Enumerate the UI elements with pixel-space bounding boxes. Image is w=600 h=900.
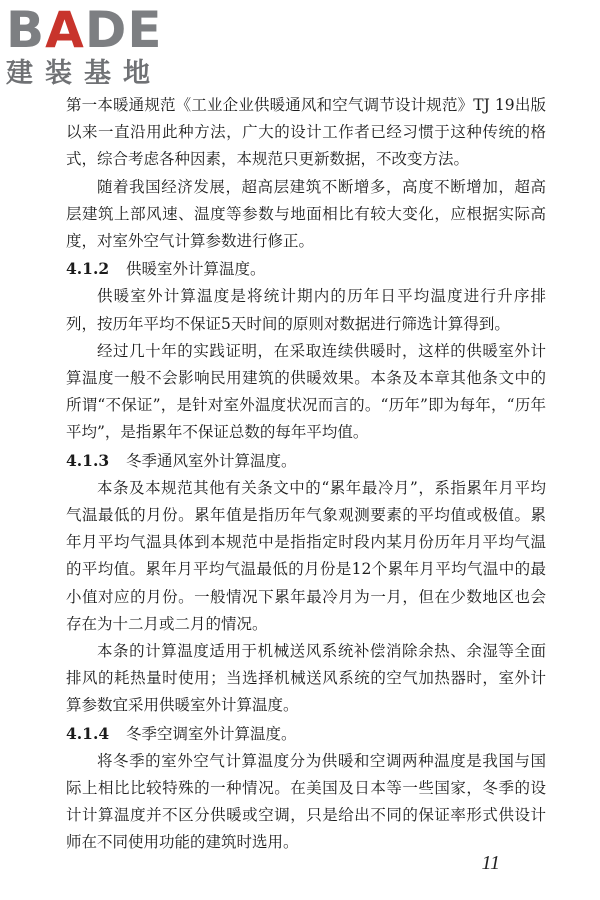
section-4-1-2-heading xyxy=(66,255,546,283)
section-number: 4.1.4 xyxy=(66,723,110,743)
paragraph-method-continuity: 第一本暖通规范《工业企业供暖通风和空气调节设计规范》TJ 19出版以来一直沿用此种方法，广大的设计工作者已经习惯于这种传统的格式，综合考虑各种因素，本规范只更新数据，不改变方法。 xyxy=(66,96,546,169)
section-number: 4.1.2 xyxy=(66,259,110,279)
paragraph-heating-temp-practice: 经过几十年的实践证明，在采取连续供暖时，这样的供暖室外计算温度一般不会影响民用建筑的供暖效果。本条及本章其他条文中的所谓“不保证”，是针对室外温度状况而言的。“历年”即为每年，“历年平均”，是指累年不保证总数的每年平均值。 xyxy=(66,341,546,442)
logo-subtitle: 建装基地 xyxy=(6,58,162,89)
paragraph-winter-ac-temp: 将冬季的室外空气计算温度分为供暖和空调两种温度是我国与国际上相比比较特殊的一种情况。在美国及日本等一些国家，冬季的设计计算温度并不区分供暖或空调，只是给出不同的保证率形式供设计师在不同使用功能的建筑时选用。 xyxy=(66,751,546,852)
paragraph-heating-temp-definition: 供暖室外计算温度是将统计期内的历年日平均温度进行升序排列，按历年平均不保证5天时间的原则对数据进行筛选计算得到。 xyxy=(66,287,546,333)
section-4-1-4-heading xyxy=(66,720,546,748)
logo-wordmark xyxy=(6,1,178,59)
section-4-1-3-heading xyxy=(66,447,546,475)
logo-letters-de: DE xyxy=(84,1,163,59)
logo-letter-a: A xyxy=(45,1,85,59)
paragraph-ventilation-application: 本条的计算温度适用于机械送风系统补偿消除余热、余湿等全面排风的耗热量时使用；当选择机械送风系统的空气加热器时，室外计算参数宜采用供暖室外计算温度。 xyxy=(66,642,546,715)
paragraph-high-rise: 随着我国经济发展，超高层建筑不断增多，高度不断增加，超高层建筑上部风速、温度等参数与地面相比有较大变化，应根据实际高度，对室外空气计算参数进行修正。 xyxy=(66,177,546,251)
document-body xyxy=(66,92,546,857)
page-number: 11 xyxy=(481,852,500,874)
section-number: 4.1.3 xyxy=(66,450,110,470)
section-title: 冬季空调室外计算温度。 xyxy=(126,724,297,743)
section-title: 供暖室外计算温度。 xyxy=(126,260,266,279)
logo-letter-b: B xyxy=(6,1,46,59)
watermark-logo xyxy=(6,1,178,90)
paragraph-coldest-month: 本条及本规范其他有关条文中的“累年最冷月”，系指累年月平均气温最低的月份。累年值是指历年气象观测要素的平均值或极值。累年月平均气温具体到本规范中是指指定时段内某月份历年月平均气温的平均值。累年月平均气温最低的月份是12个累年月平均气温中的最小值对应的月份。一般情况下累年最冷月为一月，但在少数地区也会存在为十二月或二月的情况。 xyxy=(66,478,546,633)
section-title: 冬季通风室外计算温度。 xyxy=(126,451,297,470)
